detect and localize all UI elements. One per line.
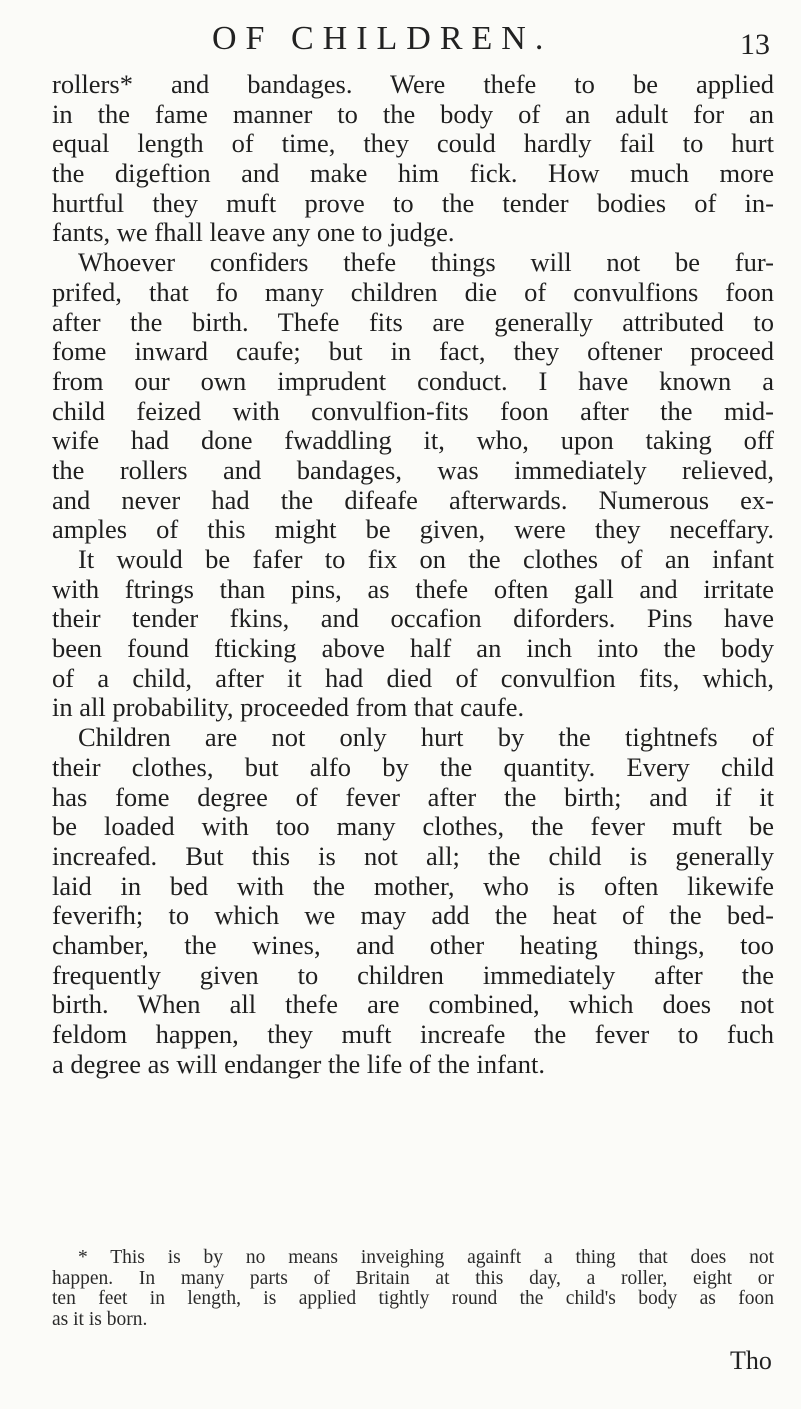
text-line: the rollers and bandages, was immediately relieved,: [52, 454, 774, 485]
text-line: the digeftion and make him fick. How much more: [52, 158, 774, 189]
text-line: be loaded with too many clothes, the fever muft be: [52, 811, 774, 842]
text-line: fome inward caufe; but in fact, they oftener proceed: [52, 336, 774, 367]
text-line: been found fticking above half an inch into the body: [52, 633, 774, 664]
text-line: from our own imprudent conduct. I have known a: [52, 365, 774, 396]
text-line: increafed. But this is not all; the child is generally: [52, 840, 774, 871]
body-text: [52, 70, 774, 1079]
footnote-line: as it is born.: [52, 1308, 148, 1330]
footnote: [52, 1248, 774, 1330]
text-line: their tender fkins, and occafion diforders. Pins have: [52, 603, 774, 634]
page-number: 13: [740, 28, 770, 61]
text-line: prifed, that fo many children die of convulfions foon: [52, 276, 774, 307]
text-line: a degree as will endanger the life of the infant.: [52, 1048, 545, 1079]
text-line: fants, we fhall leave any one to judge.: [52, 217, 455, 248]
text-line: Children are not only hurt by the tightnefs of: [78, 722, 774, 753]
text-line: rollers* and bandages. Were thefe to be applied: [52, 69, 774, 99]
text-line: child feized with convulfion-fits foon after the mid-: [52, 395, 774, 426]
text-line: has fome degree of fever after the birth; and if it: [52, 781, 774, 812]
text-line: their clothes, but alfo by the quantity. Every child: [52, 751, 774, 782]
text-line: of a child, after it had died of convulfion fits, which,: [52, 662, 774, 693]
text-line: in the fame manner to the body of an adult for an: [52, 98, 774, 129]
running-title: OF CHILDREN.: [212, 20, 553, 57]
text-line: Whoever confiders thefe things will not be fur-: [78, 247, 774, 278]
text-line: chamber, the wines, and other heating things, too: [52, 929, 774, 960]
text-line: and never had the difeafe afterwards. Numerous ex-: [52, 484, 774, 515]
text-line: It would be fafer to fix on the clothes of an infant: [78, 544, 774, 574]
text-line: hurtful they muft prove to the tender bodies of in-: [52, 187, 774, 218]
text-line: laid in bed with the mother, who is often likewife: [52, 870, 774, 901]
footnote-line: * This is by no means inveighing againft a thing that does not: [78, 1247, 774, 1268]
text-line: with ftrings than pins, as thefe often gall and irritate: [52, 573, 774, 604]
text-line: after the birth. Thefe fits are generally attributed to: [52, 306, 774, 337]
text-line: amples of this might be given, were they neceffary.: [52, 514, 774, 545]
text-line: birth. When all thefe are combined, which does not: [52, 989, 774, 1020]
catchword: Tho: [730, 1346, 772, 1375]
text-line: frequently given to children immediately after the: [52, 959, 774, 990]
text-line: wife had done fwaddling it, who, upon taking off: [52, 425, 774, 456]
footnote-line: happen. In many parts of Britain at this day, a roller, eight or: [52, 1267, 774, 1289]
footnote-line: ten feet in length, is applied tightly round the child's body as foon: [52, 1288, 774, 1309]
text-line: in all probability, proceeded from that caufe.: [52, 692, 525, 723]
text-line: equal length of time, they could hardly fail to hurt: [52, 128, 774, 159]
running-head: [0, 20, 801, 60]
text-line: feverifh; to which we may add the heat of the bed-: [52, 900, 774, 931]
text-line: feldom happen, they muft increafe the fever to fuch: [52, 1019, 774, 1049]
